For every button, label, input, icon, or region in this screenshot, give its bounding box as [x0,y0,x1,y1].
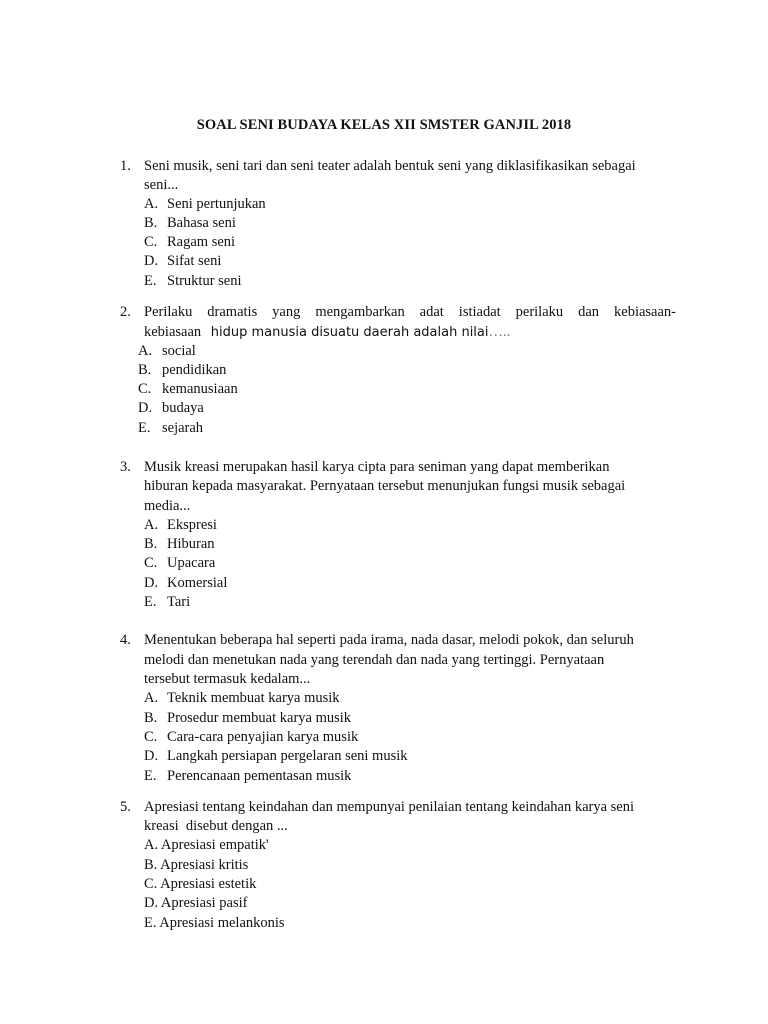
option-text: Teknik membuat karya musik [167,690,340,706]
option-text: Tari [167,594,191,610]
option-text: budaya [162,400,204,416]
option-text: Sifat seni [167,253,222,269]
question-text-line: Perilaku dramatis yang mengambarkan adat istiadat perilaku dan kebiasaan- [144,304,676,320]
question-number: 4. [120,632,131,648]
option-text: C. Apresiasi estetik [144,876,257,892]
option-text: Bahasa seni [167,215,236,231]
option-text: kemanusiaan [162,381,238,397]
question-text-line: melodi dan menetukan nada yang terendah dan nada yang tertinggi. Pernyataan [144,652,605,668]
option-letter: A. [144,517,159,533]
option-letter: D. [144,748,159,764]
option-letter: D. [144,575,159,591]
question-number: 1. [120,158,131,174]
option-text: Prosedur membuat karya musik [167,710,352,726]
option-text: Langkah persiapan pergelaran seni musik [167,748,408,764]
option-letter: C. [144,555,158,571]
option-text: A. Apresiasi empatik' [144,837,269,853]
question-text-line: kreasi disebut dengan ... [144,818,288,834]
option-text: D. Apresiasi pasif [144,895,248,911]
option-text: social [162,343,196,359]
document-title: SOAL SENI BUDAYA KELAS XII SMSTER GANJIL 2018 [196,117,572,133]
option-text: Upacara [167,555,216,571]
option-text: Struktur seni [167,273,242,289]
option-letter: E. [144,273,157,289]
question-number: 5. [120,799,131,815]
question-text-line: seni... [144,177,179,193]
question-text-line [144,323,510,342]
option-letter: A. [144,690,159,706]
question-text-line: Menentukan beberapa hal seperti pada irama, nada dasar, melodi pokok, dan seluruh [144,632,634,648]
option-letter: B. [144,536,158,552]
question-text-line: media... [144,498,191,514]
option-letter: C. [144,729,158,745]
question-text-line: tersebut termasuk kedalam... [144,671,311,687]
option-letter: B. [144,710,158,726]
option-text: sejarah [162,420,204,436]
option-text: pendidikan [162,362,227,378]
option-letter: A. [138,343,153,359]
ellipsis: ….. [488,324,511,340]
option-text: Ragam seni [167,234,236,250]
question-text-line: hiburan kepada masyarakat. Pernyataan tersebut menunjukan fungsi musik sebagai [144,478,626,494]
option-letter: D. [144,253,159,269]
question-text-line: Apresiasi tentang keindahan dan mempunyai penilaian tentang keindahan karya seni [144,799,635,815]
option-text: Ekspresi [167,517,217,533]
option-text: E. Apresiasi melankonis [144,915,285,931]
option-text: B. Apresiasi kritis [144,857,249,873]
question-number: 3. [120,459,131,475]
question-text-line: Musik kreasi merupakan hasil karya cipta para seniman yang dapat memberikan [144,459,610,475]
option-letter: E. [144,768,157,784]
option-text: Cara-cara penyajian karya musik [167,729,359,745]
option-letter: A. [144,196,159,212]
question-number: 2. [120,304,131,320]
option-text: Hiburan [167,536,215,552]
option-text: Komersial [167,575,228,591]
option-letter: B. [144,215,158,231]
question-text-segment: kebiasaan [144,324,202,340]
option-text: Seni pertunjukan [167,196,266,212]
option-text: Perencanaan pementasan musik [167,768,352,784]
option-letter: C. [138,381,152,397]
option-letter: E. [144,594,157,610]
option-letter: D. [138,400,153,416]
question-text-segment: hidup manusia disuatu daerah adalah nilai [210,325,489,340]
option-letter: E. [138,420,151,436]
option-letter: B. [138,362,152,378]
question-text-line: Seni musik, seni tari dan seni teater adalah bentuk seni yang diklasifikasikan sebagai [144,158,636,174]
option-letter: C. [144,234,158,250]
